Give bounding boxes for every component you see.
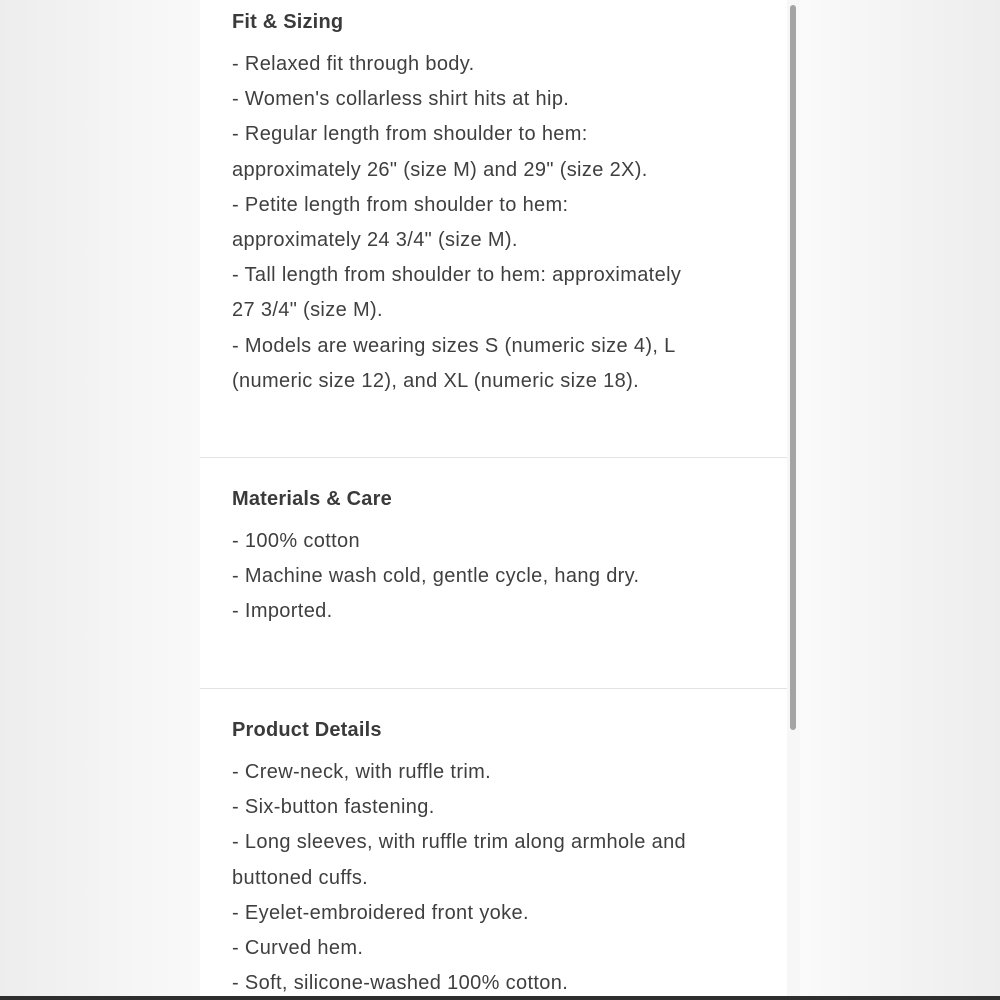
materials-line: - Imported. (232, 600, 333, 623)
materials-care-heading: Materials & Care (232, 488, 392, 510)
details-line: - Curved hem. (232, 937, 364, 960)
fit-line: - Relaxed fit through body. (232, 53, 475, 75)
fit-line: - Tall length from shoulder to hem: approximately (232, 264, 682, 287)
product-details-heading: Product Details (232, 719, 382, 741)
section-divider (200, 688, 800, 689)
fit-line: - Regular length from shoulder to hem: (232, 123, 588, 146)
scrollbar-thumb[interactable] (790, 5, 796, 730)
section-divider (200, 457, 800, 458)
fit-line: approximately 26" (size M) and 29" (size 2X). (232, 158, 648, 181)
fit-line: - Models are wearing sizes S (numeric size 4), L (232, 334, 676, 357)
materials-line: - 100% cotton (232, 530, 360, 552)
fit-line: (numeric size 12), and XL (numeric size 18). (232, 369, 640, 392)
details-line: - Crew-neck, with ruffle trim. (232, 761, 492, 783)
fit-line: approximately 24 3/4" (size M). (232, 229, 518, 252)
fit-line: 27 3/4" (size M). (232, 299, 383, 322)
details-line: - Six-button fastening. (232, 796, 435, 819)
right-background (800, 0, 1000, 1000)
materials-care-section (232, 486, 780, 630)
bottom-edge (0, 996, 1000, 1000)
fit-sizing-list (232, 47, 780, 399)
fit-sizing-heading: Fit & Sizing (232, 11, 344, 33)
fit-line: - Women's collarless shirt hits at hip. (232, 88, 570, 111)
product-info-panel[interactable] (200, 0, 800, 1000)
product-details-section (232, 717, 780, 1000)
details-line: - Eyelet-embroidered front yoke. (232, 901, 529, 924)
details-line: - Long sleeves, with ruffle trim along armhole and (232, 831, 687, 854)
details-line: - Soft, silicone-washed 100% cotton. (232, 972, 569, 995)
product-details-list (232, 755, 780, 1000)
details-line: buttoned cuffs. (232, 866, 369, 889)
materials-care-list (232, 524, 780, 630)
fit-line: - Petite length from shoulder to hem: (232, 193, 569, 216)
materials-line: - Machine wash cold, gentle cycle, hang dry. (232, 565, 640, 588)
left-background (0, 0, 200, 1000)
fit-sizing-section (232, 9, 780, 399)
